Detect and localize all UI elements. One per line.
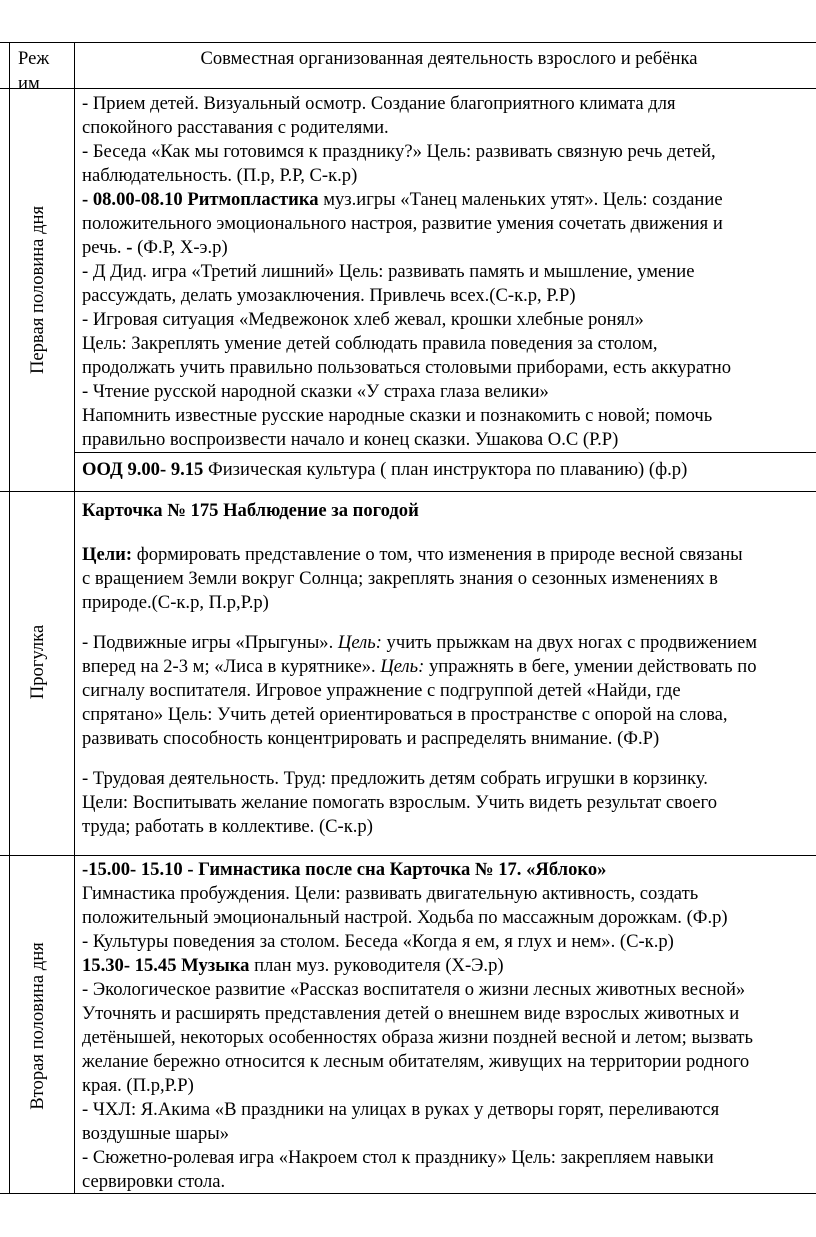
walk-goals-text: формировать представление о том, что изменения в природе весной связаны [132, 544, 743, 565]
games-goal-2: упражнять в беге, умении действовать по [424, 656, 757, 677]
walk-labor-line-2: Цели: Воспитывать желание помогать взрослым. Учить видеть результат своего [82, 792, 718, 813]
second-half-line-b2: Уточнять и расширять представления детей о внешнем виде взрослых животных и [82, 1003, 740, 1024]
first-half-line-9: рассуждать, делать умозаключения. Привлечь всех.(С-к.р, Р.Р) [82, 285, 576, 306]
header-mode-line2: им [18, 73, 40, 94]
rhythmoplastics-text: муз.игры «Танец маленьких утят». Цель: создание [318, 189, 723, 210]
first-half-line-7 [82, 236, 228, 260]
column-divider [74, 42, 75, 1194]
second-half-music-line [82, 954, 504, 978]
rhythmoplastics-bold: - 08.00-08.10 Ритмопластика [82, 189, 319, 210]
second-half-line-b4: желание бережно относится к лесным обитателям, живущих на территории родного [82, 1051, 750, 1072]
first-half-line-2: спокойного расставания с родителями. [82, 117, 389, 138]
walk-labor-line-1: - Трудовая деятельность. Труд: предложить детям собрать игрушки в корзинку. [82, 768, 708, 789]
header-mode-cell [18, 46, 49, 96]
second-half-line-a2: положительный эмоциональный настрой. Ходьба по массажным дорожкам. (Ф.р) [82, 907, 728, 928]
ood-top-border [74, 452, 816, 453]
first-half-line-10: - Игровая ситуация «Медвежонок хлеб жевал, крошки хлебные ронял» [82, 309, 644, 330]
speech-text: речь. [82, 237, 122, 258]
second-half-line-b7: воздушные шары» [82, 1123, 230, 1144]
dash-bold: - [121, 237, 138, 258]
goal-italic-1: Цель: [337, 632, 382, 653]
first-half-line-3: - Беседа «Как мы готовимся к празднику?» Цель: развивать связную речь детей, [82, 141, 716, 162]
first-half-line-13: - Чтение русской народной сказки «У страха глаза велики» [82, 381, 549, 402]
goal-italic-2: Цель: [380, 656, 425, 677]
first-half-line-1: - Прием детей. Визуальный осмотр. Создание благоприятного климата для [82, 93, 676, 114]
second-half-line-b5: края. (П.р,Р.Р) [82, 1075, 194, 1096]
first-half-line-15: правильно воспроизвести начало и конец сказки. Ушакова О.С (Р.Р) [82, 429, 619, 450]
second-half-line-b9: сервировки стола. [82, 1171, 226, 1192]
walk-games-line-2 [82, 655, 757, 679]
second-half-line-b6: - ЧХЛ: Я.Акима «В праздники на улицах в руках у детворы горят, переливаются [82, 1099, 720, 1120]
speech-tag: (Ф.Р, Х-э.р) [137, 237, 228, 258]
music-text: план муз. руководителя (Х-Э.р) [249, 955, 504, 976]
side-label-walk: Прогулка [27, 624, 48, 700]
walk-games-line-5: развивать способность концентрировать и распределять внимание. (Ф.Р) [82, 728, 660, 749]
left-border [9, 42, 10, 1194]
first-half-bottom-border [0, 491, 816, 492]
header-main-cell: Совместная организованная деятельность взрослого и ребёнка [200, 48, 698, 69]
walk-goals-bold: Цели: [82, 544, 133, 565]
first-half-line-12: продолжать учить правильно пользоваться столовыми приборами, есть аккуратно [82, 357, 732, 378]
ood-bold: ООД 9.00- 9.15 [82, 459, 204, 480]
walk-goals-line-3: природе.(С-к.р, П.р,Р.р) [82, 592, 269, 613]
first-half-line-14: Напомнить известные русские народные сказки и познакомить с новой; помочь [82, 405, 713, 426]
walk-games-line-1 [82, 631, 757, 655]
second-half-line-b3: детёнышей, некоторых особенностях образа жизни поздней весной и летом; вызвать [82, 1027, 753, 1048]
walk-bottom-border [0, 855, 816, 856]
walk-goals-line-1 [82, 543, 743, 567]
side-label-second-half: Вторая половина дня [27, 942, 48, 1110]
second-half-line-a1: Гимнастика пробуждения. Цели: развивать двигательную активность, создать [82, 883, 699, 904]
first-half-line-4: наблюдательность. (П.р, Р.Р, С-к.р) [82, 165, 358, 186]
walk-labor-line-3: труда; работать в коллективе. (С-к.р) [82, 816, 373, 837]
table-top-border [0, 42, 816, 43]
walk-games-line-4: спрятано» Цель: Учить детей ориентироваться в пространстве с опорой на слова, [82, 704, 728, 725]
second-half-gym-line [82, 858, 606, 882]
walk-card-title [82, 499, 419, 523]
gym-bold: -15.00- 15.10 - Гимнастика после сна Карточка № 17. «Яблоко» [82, 859, 607, 880]
walk-goals-line-2: с вращением Земли вокруг Солнца; закреплять знания о сезонных изменениях в [82, 568, 718, 589]
walk-card-title-text: Карточка № 175 Наблюдение за погодой [82, 500, 419, 521]
music-bold: 15.30- 15.45 Музыка [82, 955, 250, 976]
games-goal-1: учить прыжкам на двух ногах с продвижением [381, 632, 758, 653]
games-fox: вперед на 2-3 м; «Лиса в курятнике». [82, 656, 376, 677]
walk-games-line-3: сигналу воспитателя. Игровое упражнение с подгруппой детей «Найди, где [82, 680, 681, 701]
ood-line [82, 458, 687, 482]
second-half-line-a3: - Культуры поведения за столом. Беседа «Когда я ем, я глух и нем». (С-к.р) [82, 931, 674, 952]
second-half-line-b8: - Сюжетно-ролевая игра «Накроем стол к празднику» Цель: закрепляем навыки [82, 1147, 714, 1168]
ood-text: Физическая культура ( план инструктора по плаванию) (ф.р) [203, 459, 688, 480]
first-half-line-6: положительного эмоционального настроя, развитие умения сочетать движения и [82, 213, 723, 234]
side-label-first-half: Первая половина дня [27, 205, 48, 375]
first-half-line-11: Цель: Закреплять умение детей соблюдать правила поведения за столом, [82, 333, 658, 354]
first-half-line-8: - Д Дид. игра «Третий лишний» Цель: развивать память и мышление, умение [82, 261, 695, 282]
second-half-line-b1: - Экологическое развитие «Рассказ воспитателя о жизни лесных животных весной» [82, 979, 746, 1000]
games-intro: - Подвижные игры «Прыгуны». [82, 632, 334, 653]
header-mode-line1: Реж [18, 48, 50, 69]
header-bottom-border [0, 88, 816, 89]
first-half-line-5 [82, 188, 723, 212]
